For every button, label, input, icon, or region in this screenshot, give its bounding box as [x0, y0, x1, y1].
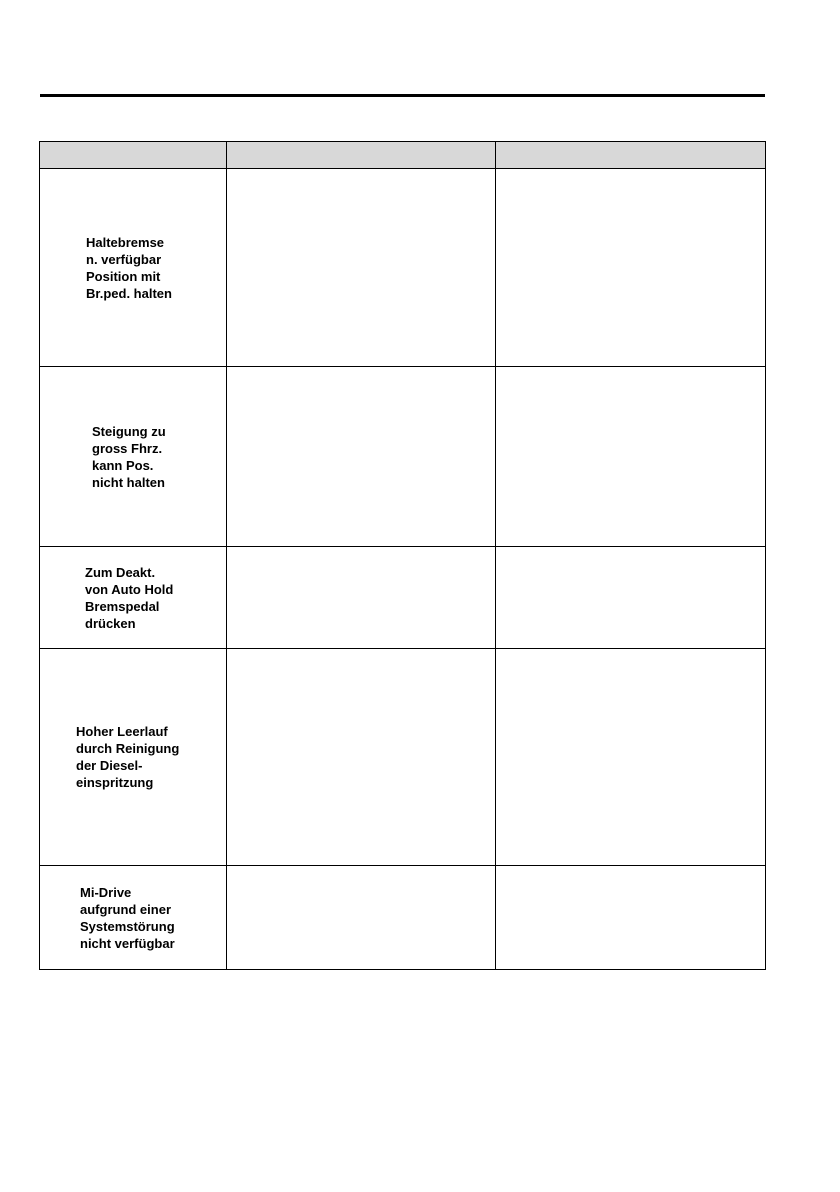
table-row — [40, 547, 766, 649]
cause-cell — [227, 547, 496, 649]
action-cell — [496, 547, 766, 649]
cause-cell — [227, 169, 496, 367]
header-cell-message — [40, 142, 227, 169]
message-cell — [40, 547, 227, 649]
action-cell — [496, 169, 766, 367]
action-cell — [496, 866, 766, 970]
message-cell — [40, 169, 227, 367]
cause-cell — [227, 649, 496, 866]
header-cell-action — [496, 142, 766, 169]
table-row — [40, 866, 766, 970]
message-cell — [40, 367, 227, 547]
table-row — [40, 367, 766, 547]
table-header-row — [40, 142, 766, 169]
cause-cell — [227, 866, 496, 970]
message-cell — [40, 649, 227, 866]
header-cell-cause — [227, 142, 496, 169]
table-row — [40, 649, 766, 866]
display-message: Hoher Leerlauf durch Reinigung der Diesel- einspritzung — [76, 724, 180, 790]
top-rule — [40, 94, 765, 97]
display-message: Zum Deakt. von Auto Hold Bremspedal drücken — [85, 564, 174, 631]
display-message: Steigung zu gross Fhrz. kann Pos. nicht halten — [92, 423, 166, 490]
message-cell — [40, 866, 227, 970]
cause-cell — [227, 367, 496, 547]
message-table — [39, 141, 766, 970]
action-cell — [496, 367, 766, 547]
table-row — [40, 169, 766, 367]
display-message: Haltebremse n. verfügbar Position mit Br.ped. halten — [86, 234, 172, 301]
action-cell — [496, 649, 766, 866]
display-message: Mi-Drive aufgrund einer Systemstörung nicht verfügbar — [80, 884, 175, 951]
